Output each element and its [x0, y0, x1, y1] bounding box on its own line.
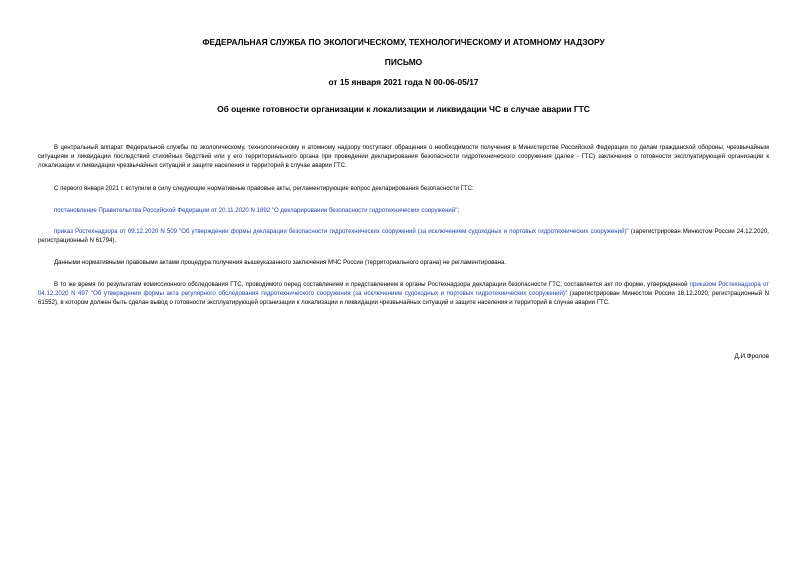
paragraph-6 [38, 281, 769, 307]
paragraph-6-tail: (зарегистрирован Минюстом России 18.12.2020, регистрационный N 61552), в котором должен быть сделан вывод о готовности эксплуатирующей организации к локализации и ликвидации чрезвычайных ситуаций и защите населения и территорий в случае аварии ГТС. [38, 289, 769, 306]
paragraph-3 [38, 207, 769, 216]
paragraph-4 [38, 228, 769, 246]
document-subject: Об оценке готовности организации к локализации и ликвидации ЧС в случае аварии ГТС [217, 104, 590, 114]
link-government-decree[interactable]: постановление Правительства Российской Федерации от 20.11.2020 N 1892 "О декларировании безопасности гидротехнических сооружений" [54, 207, 458, 214]
paragraph-6-lead: В то же время по результатам комиссионного обследования ГТС, проводимого перед составлением и представлением в органы Ростехнадзора декларации безопасности ГТС, составляется акт по форме, утвержденной [54, 281, 690, 288]
document-date-number: от 15 января 2021 года N 00-06-05/17 [328, 77, 479, 87]
paragraph-5: Данными нормативными правовыми актами процедура получения вышеуказанного заключения МЧС России (территориального органа) не регламентирована. [54, 259, 507, 266]
paragraph-3-tail: ; [457, 207, 460, 214]
link-order-497[interactable]: приказом Ростехнадзора от 04.12.2020 N 497 "Об утверждении формы акта регулярного обследования гидротехнического сооружения (за исключением судоходных и портовых гидротехнических сооружений)" [38, 281, 769, 297]
paragraph-1: В центральный аппарат Федеральной службы по экологическому, технологическому и атомному надзору поступают обращения о необходимости получения в Министерстве Российской Федерации по делам гражданской обороны, чрезвычайным ситуациям и ликвидации последствий стихийных бедствий или у его территориального органа при проведении декларирования безопасности гидротехнического сооружения (далее - ГТС) заключения о готовности эксплуатирующей организации к локализации и ликвидации чрезвычайных ситуаций и защите населения и территорий в случае аварии ГТС. [38, 144, 769, 169]
link-order-509[interactable]: приказ Ростехнадзора от 09.12.2020 N 509 "Об утверждении формы декларации безопасности гидротехнических сооружений (за исключением судоходных и портовых гидротехнических сооружений)" [54, 228, 629, 235]
paragraph-2: С первого января 2021 г. вступили в силу следующие нормативные правовые акты, регламентирующие вопрос декларирования безопасности ГТС: [54, 185, 474, 192]
document-type: ПИСЬМО [384, 57, 423, 67]
signature: Д.И.Фролов [734, 353, 769, 360]
agency-title: ФЕДЕРАЛЬНАЯ СЛУЖБА ПО ЭКОЛОГИЧЕСКОМУ, ТЕХНОЛОГИЧЕСКОМУ И АТОМНОМУ НАДЗОРУ [202, 37, 605, 47]
paragraph-4-tail: (зарегистрирован Минюстом России 24.12.2020, регистрационный N 61794). [38, 228, 769, 244]
